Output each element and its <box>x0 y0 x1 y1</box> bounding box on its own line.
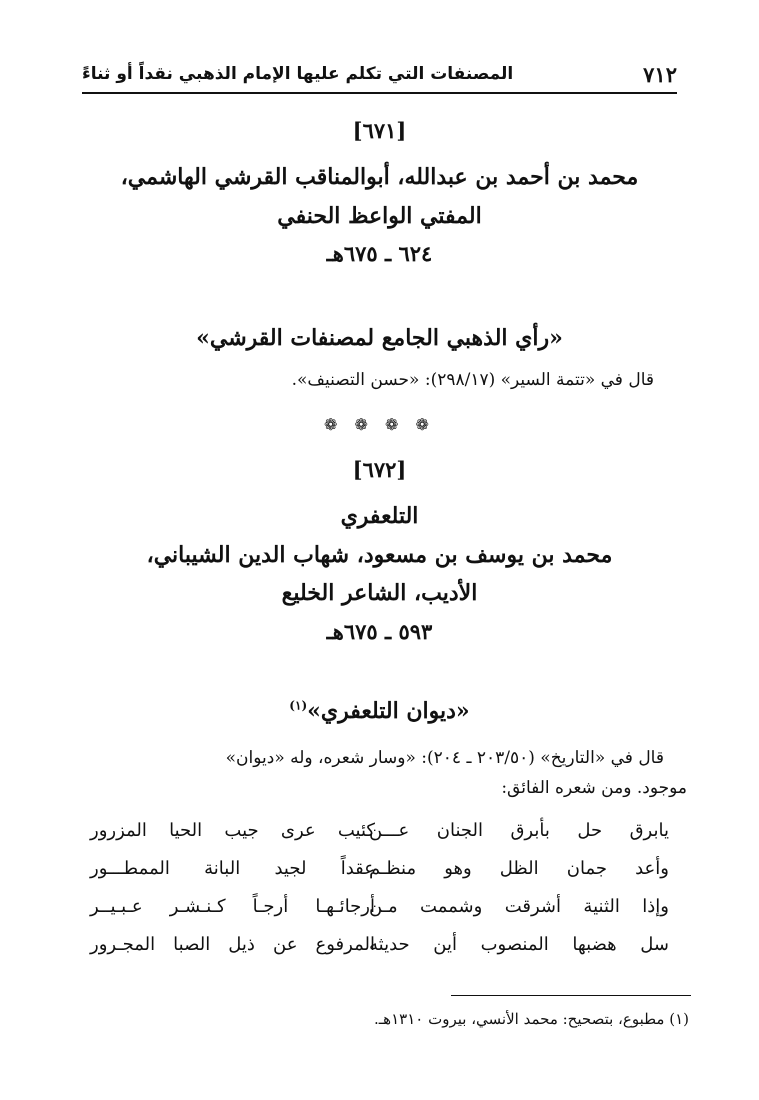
verse-second-hemistich: كئيب عرى جيب الحيا المزرور <box>90 820 375 841</box>
verse-first-hemistich: سل هضبها المنصوب أين حديثه <box>369 934 669 955</box>
poem-verse <box>90 896 669 934</box>
footnote-rule <box>451 995 691 996</box>
verse-first-hemistich: وأعد جمان الظل وهو منظـم <box>369 858 669 879</box>
section-title <box>60 698 699 724</box>
header-rule <box>82 92 677 94</box>
entry-dates: ٥٩٣ ـ ٦٧٥هـ <box>326 619 433 644</box>
entry-dates: ٦٢٤ ـ ٦٧٥هـ <box>326 241 433 266</box>
separator-ornament: ❁ ❁ ❁ ❁ <box>324 415 435 434</box>
verse-second-hemistich: المرفوع عن ذيل الصبا المجـرور <box>90 934 375 955</box>
poem <box>90 820 669 972</box>
running-header <box>82 58 677 94</box>
quote-line-2: موجود. ومن شعره الفائق: <box>501 778 687 798</box>
footnote: (١) مطبوع، بتصحيح: محمد الأنسي، بيروت ١٣١٠هـ. <box>374 1010 689 1028</box>
entry-number-671: [٦٧١] <box>352 118 407 143</box>
poem-verse <box>90 820 669 858</box>
entry-name-line-1: محمد بن أحمد بن عبدالله، أبوالمناقب القرشي الهاشمي، <box>120 164 639 190</box>
quote-text: قال في «تتمة السير» (٢٩٨/١٧): «حسن التصنيف». <box>291 370 654 390</box>
verse-second-hemistich: أرجائـهـا أرجـاً كـنـشـر عـبـيــر <box>90 896 375 917</box>
entry-name-line-1: محمد بن يوسف بن مسعود، شهاب الدين الشيباني، <box>146 542 613 568</box>
verse-second-hemistich: عقداً لجيد البانة الممطـــور <box>90 858 375 879</box>
verse-first-hemistich: وإذا الثنية أشرقت وشممت مـن <box>369 896 669 917</box>
page-number: ٧١٢ <box>643 62 677 87</box>
poem-verse <box>90 934 669 972</box>
section-title-text: «ديوان التلعفري» <box>307 698 470 724</box>
entry-nisba: التلعفري <box>340 503 419 529</box>
quote-line-1: قال في «التاريخ» (٢٠٣/٥٠ ـ ٢٠٤): «وسار شعره، وله «ديوان» <box>225 748 664 768</box>
verse-first-hemistich: يابرق حل بأبرق الجنان عـــن <box>369 820 669 841</box>
entry-name-line-2: الأديب، الشاعر الخليع <box>281 580 478 606</box>
section-title: «رأي الذهبي الجامع لمصنفات القرشي» <box>196 325 563 351</box>
poem-verse <box>90 858 669 896</box>
running-title: المصنفات التي تكلم عليها الإمام الذهبي نقداً أو ثناءً <box>82 64 514 84</box>
footnote-ref: (١) <box>289 698 308 713</box>
entry-number-672: [٦٧٢] <box>352 457 407 482</box>
entry-name-line-2: المفتي الواعظ الحنفي <box>277 203 482 229</box>
